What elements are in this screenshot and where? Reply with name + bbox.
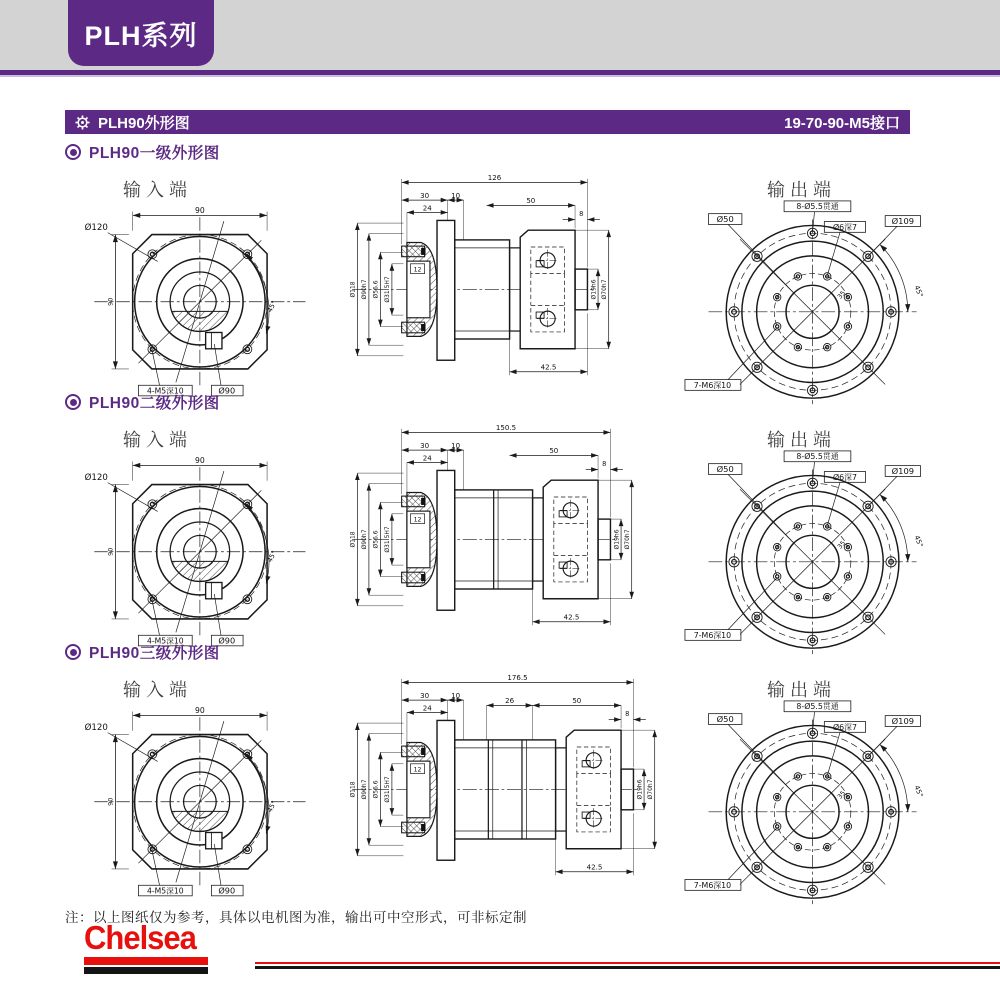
section-header [65, 142, 965, 162]
side-section-figure [345, 170, 660, 387]
svg-text:Ø90: Ø90 [218, 385, 236, 396]
svg-text:8-Ø5.5贯通: 8-Ø5.5贯通 [796, 702, 839, 712]
svg-text:Ø109: Ø109 [891, 715, 915, 726]
input-end-figure [77, 200, 317, 407]
svg-text:150.5: 150.5 [495, 423, 517, 433]
series-tab [68, 0, 214, 66]
footnote: 注：以上图纸仅为参考，具体以电机图为准，输出可中空形式，可非标定制 [65, 910, 527, 925]
svg-text:Ø118: Ø118 [349, 531, 357, 548]
interface-label: 19-70-90-M5接口 [784, 114, 900, 132]
svg-text:4-M5深10: 4-M5深10 [147, 886, 184, 896]
input-end-drawing [77, 700, 317, 902]
svg-text:Ø31.5H7: Ø31.5H7 [384, 776, 392, 803]
output-end-caption: 输出端 [767, 180, 836, 200]
svg-text:45°: 45° [912, 784, 925, 799]
svg-text:90: 90 [106, 297, 115, 306]
svg-text:35: 35 [835, 539, 848, 551]
output-end-caption: 输出端 [767, 430, 836, 450]
svg-text:35: 35 [835, 289, 848, 301]
brand-logo: Chelsea [84, 918, 196, 957]
svg-text:30: 30 [420, 440, 430, 450]
svg-text:42.5: 42.5 [563, 612, 580, 622]
svg-text:10: 10 [451, 440, 461, 450]
logo-black-bar [84, 967, 208, 974]
svg-text:90: 90 [106, 797, 115, 806]
svg-text:126: 126 [487, 173, 502, 183]
svg-text:Ø118: Ø118 [349, 281, 357, 298]
output-end-figure [683, 196, 948, 412]
svg-text:90: 90 [195, 205, 205, 215]
svg-text:8: 8 [579, 210, 584, 219]
footer-red-line [255, 962, 1000, 964]
svg-text:Ø50: Ø50 [716, 714, 734, 725]
svg-text:Ø120: Ø120 [84, 472, 108, 483]
section-title: PLH90一级外形图 [89, 145, 220, 162]
svg-text:24: 24 [422, 703, 432, 713]
svg-text:Ø109: Ø109 [891, 215, 915, 226]
svg-text:Ø56.6: Ø56.6 [372, 530, 380, 549]
input-end-drawing [77, 200, 317, 402]
input-end-figure [77, 450, 317, 657]
side-section-figure [345, 670, 660, 887]
svg-text:4-M5深10: 4-M5深10 [147, 636, 184, 646]
side-section-drawing [345, 420, 660, 632]
svg-text:45°: 45° [265, 799, 279, 814]
svg-text:Ø19h6: Ø19h6 [613, 529, 621, 550]
svg-text:Ø31.5H7: Ø31.5H7 [384, 276, 392, 303]
svg-text:Ø90h7: Ø90h7 [361, 779, 369, 800]
svg-text:12: 12 [413, 766, 422, 774]
bullet-icon [65, 394, 81, 410]
output-end-caption: 输出端 [767, 680, 836, 700]
svg-text:Ø6深7: Ø6深7 [832, 222, 857, 232]
output-end-figure [683, 446, 948, 662]
svg-text:Ø90h7: Ø90h7 [361, 529, 369, 550]
series-tab-label: PLH系列 [84, 20, 198, 51]
svg-text:10: 10 [451, 690, 461, 700]
section-stage-2 [65, 392, 965, 646]
svg-text:45°: 45° [912, 534, 925, 549]
svg-text:90: 90 [106, 547, 115, 556]
svg-text:Ø56.6: Ø56.6 [372, 280, 380, 299]
top-divider [0, 70, 1000, 77]
svg-text:26: 26 [505, 696, 515, 706]
svg-text:Ø19h6: Ø19h6 [590, 279, 598, 300]
bullet-icon [65, 144, 81, 160]
svg-text:Ø6深7: Ø6深7 [832, 472, 857, 482]
footer-black-line [255, 966, 1000, 969]
svg-text:Ø31.5H7: Ø31.5H7 [384, 526, 392, 553]
svg-text:Ø90: Ø90 [218, 885, 236, 896]
page-title: PLH90外形图 [98, 114, 190, 132]
svg-text:176.5: 176.5 [507, 673, 528, 683]
section-header [65, 642, 965, 662]
input-end-caption: 输入端 [123, 430, 192, 450]
svg-text:Ø50: Ø50 [716, 464, 734, 475]
side-section-figure [345, 420, 660, 637]
section-header [65, 392, 965, 412]
input-end-drawing [77, 450, 317, 652]
svg-text:7-M6深10: 7-M6深10 [693, 880, 732, 890]
svg-text:Ø56.6: Ø56.6 [372, 780, 380, 799]
section-title: PLH90三级外形图 [89, 645, 220, 662]
svg-text:Ø70h7: Ø70h7 [601, 279, 609, 300]
svg-text:10: 10 [451, 190, 461, 200]
svg-text:7-M6深10: 7-M6深10 [693, 380, 732, 390]
svg-text:35: 35 [835, 789, 848, 801]
svg-text:90: 90 [195, 455, 205, 465]
output-end-figure [683, 696, 948, 912]
svg-text:8: 8 [602, 460, 607, 469]
svg-text:24: 24 [422, 203, 432, 213]
svg-text:12: 12 [413, 266, 422, 274]
svg-text:8: 8 [625, 710, 630, 719]
svg-text:Ø90: Ø90 [218, 635, 236, 646]
section-title-bar [65, 110, 910, 134]
svg-text:Ø6深7: Ø6深7 [832, 722, 857, 732]
svg-text:45°: 45° [912, 284, 925, 299]
section-title: PLH90二级外形图 [89, 395, 220, 412]
svg-text:90: 90 [195, 705, 205, 715]
svg-text:50: 50 [572, 696, 582, 706]
output-end-drawing [683, 696, 948, 907]
svg-text:42.5: 42.5 [586, 862, 603, 872]
bullet-icon [65, 644, 81, 660]
output-end-drawing [683, 446, 948, 657]
svg-text:50: 50 [549, 446, 559, 456]
svg-text:45°: 45° [265, 299, 279, 314]
svg-text:50: 50 [526, 196, 536, 206]
svg-text:30: 30 [420, 690, 430, 700]
input-end-figure [77, 700, 317, 907]
svg-text:Ø109: Ø109 [891, 465, 915, 476]
svg-text:Ø70h7: Ø70h7 [624, 529, 632, 550]
svg-text:Ø19h6: Ø19h6 [636, 779, 644, 800]
svg-text:4-M5深10: 4-M5深10 [147, 386, 184, 396]
svg-text:Ø118: Ø118 [349, 781, 357, 798]
svg-text:8-Ø5.5贯通: 8-Ø5.5贯通 [796, 452, 839, 462]
input-end-caption: 输入端 [123, 680, 192, 700]
logo-red-bar [84, 957, 208, 965]
side-section-drawing [345, 170, 660, 382]
svg-text:42.5: 42.5 [540, 362, 557, 372]
section-stage-3 [65, 642, 965, 896]
svg-text:12: 12 [413, 516, 422, 524]
svg-text:45°: 45° [265, 549, 279, 564]
svg-text:Ø120: Ø120 [84, 222, 108, 233]
svg-text:Ø70h7: Ø70h7 [647, 779, 655, 800]
output-end-drawing [683, 196, 948, 407]
svg-text:Ø120: Ø120 [84, 722, 108, 733]
svg-text:8-Ø5.5贯通: 8-Ø5.5贯通 [796, 202, 839, 212]
svg-text:24: 24 [422, 453, 432, 463]
svg-text:7-M6深10: 7-M6深10 [693, 630, 732, 640]
gear-icon [75, 115, 90, 130]
svg-text:Ø90h7: Ø90h7 [361, 279, 369, 300]
section-stage-1 [65, 142, 965, 396]
side-section-drawing [345, 670, 660, 882]
svg-text:Ø50: Ø50 [716, 214, 734, 225]
input-end-caption: 输入端 [123, 180, 192, 200]
svg-text:30: 30 [420, 190, 430, 200]
